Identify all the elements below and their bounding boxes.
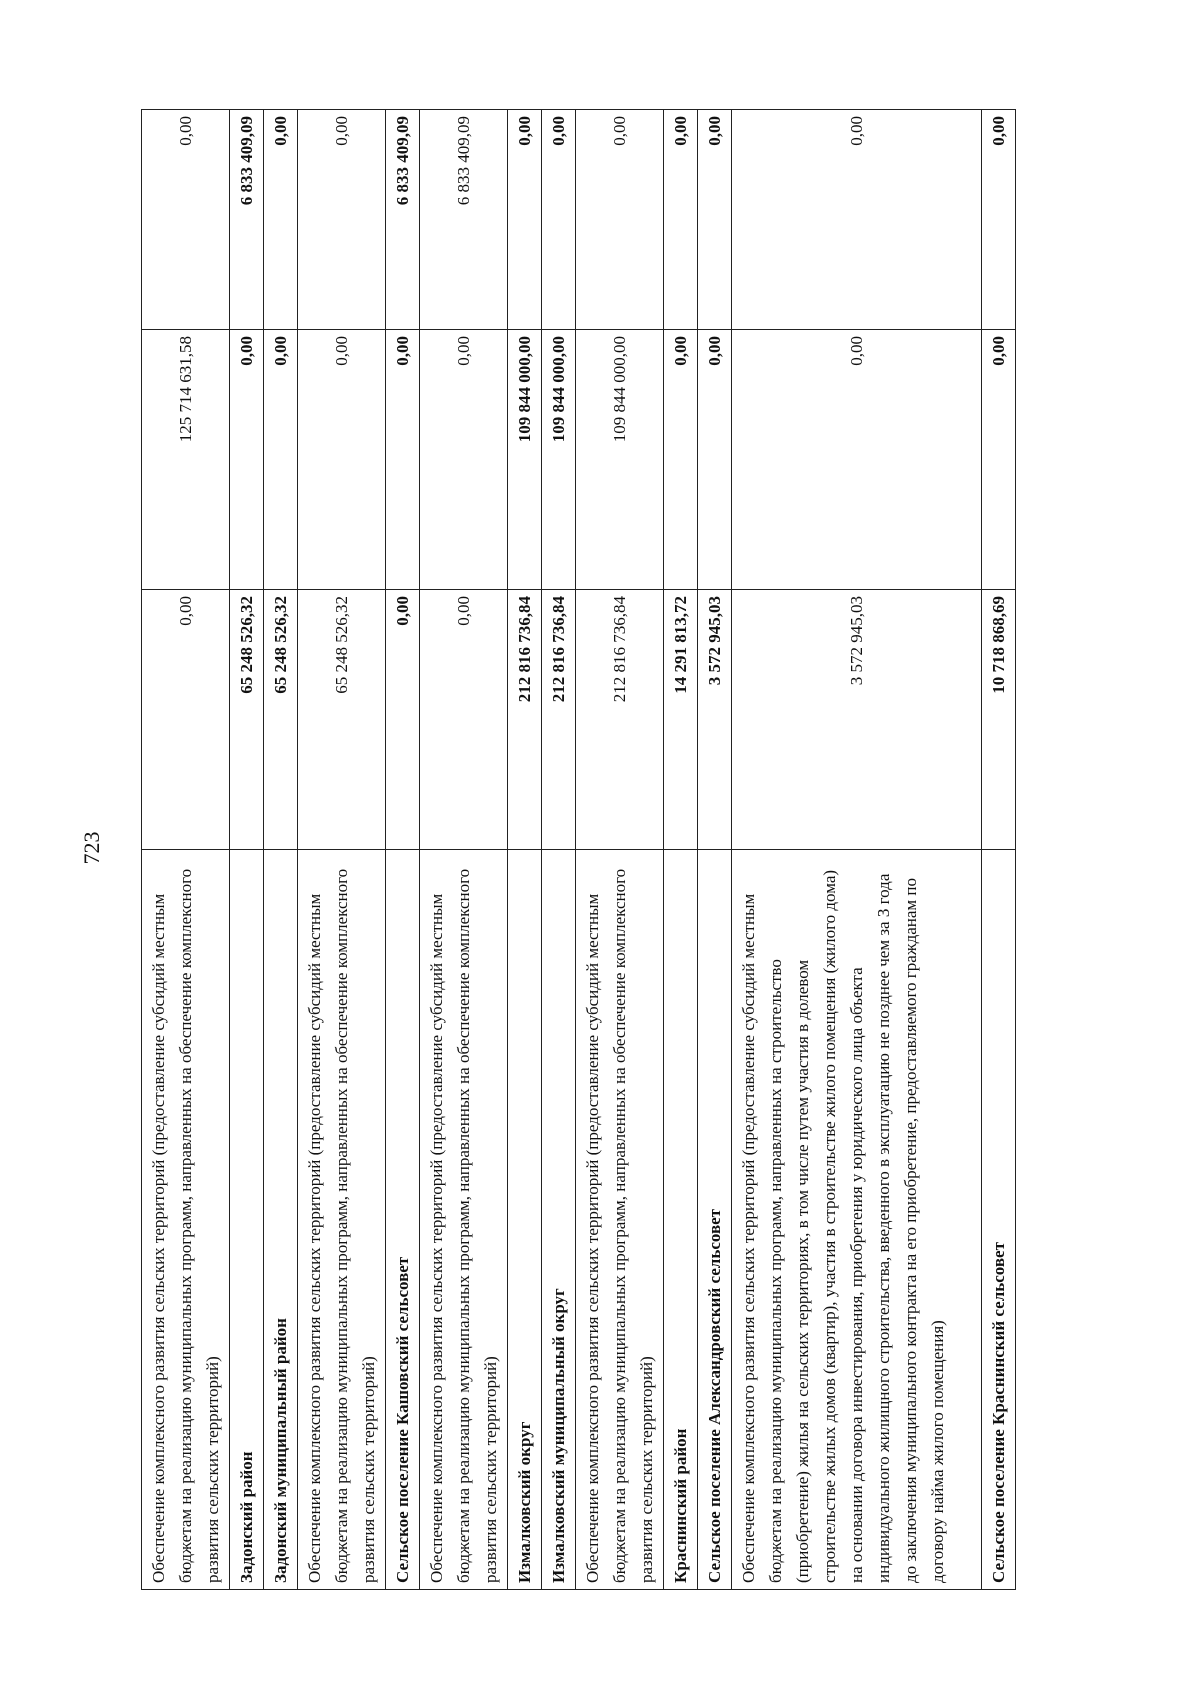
row-name: Обеспечение комплексного развития сельских территорий (предоставление субсидий местным бюджетам на реализацию муниципальных программ, направленных на обеспечение комплексного развития сельских территорий) xyxy=(576,850,664,1590)
row-name: Краснинский район xyxy=(664,850,698,1590)
row-value-3: 6 833 409,09 xyxy=(230,110,264,330)
table-row xyxy=(420,110,508,1590)
row-value-2: 109 844 000,00 xyxy=(542,330,576,590)
budget-table-frame xyxy=(141,110,1071,1590)
row-value-2: 0,00 xyxy=(298,330,386,590)
row-value-2: 125 714 631,58 xyxy=(142,330,230,590)
page-number: 723 xyxy=(79,831,104,865)
table-row xyxy=(142,110,230,1590)
row-name: Обеспечение комплексного развития сельских территорий (предоставление субсидий местным бюджетам на реализацию муниципальных программ, направленных на обеспечение комплексного развития сельских территорий) xyxy=(298,850,386,1590)
row-value-1: 65 248 526,32 xyxy=(230,590,264,850)
row-value-2: 0,00 xyxy=(420,330,508,590)
row-value-2: 109 844 000,00 xyxy=(576,330,664,590)
table-row xyxy=(698,110,732,1590)
budget-table xyxy=(141,109,1016,1590)
table-row xyxy=(230,110,264,1590)
row-value-1: 65 248 526,32 xyxy=(298,590,386,850)
row-value-1: 0,00 xyxy=(386,590,420,850)
row-name: Сельское поселение Кашовский сельсовет xyxy=(386,850,420,1590)
row-name: Обеспечение комплексного развития сельских территорий (предоставление субсидий местным бюджетам на реализацию муниципальных программ, направленных на обеспечение комплексного развития сельских территорий) xyxy=(420,850,508,1590)
row-name: Задонский муниципальный район xyxy=(264,850,298,1590)
row-value-2: 0,00 xyxy=(982,330,1016,590)
row-value-1: 0,00 xyxy=(420,590,508,850)
row-value-3: 0,00 xyxy=(298,110,386,330)
row-value-3: 0,00 xyxy=(508,110,542,330)
row-value-3: 0,00 xyxy=(264,110,298,330)
row-name: Задонский район xyxy=(230,850,264,1590)
row-value-3: 0,00 xyxy=(698,110,732,330)
row-value-1: 10 718 868,69 xyxy=(982,590,1016,850)
table-row xyxy=(386,110,420,1590)
table-row xyxy=(298,110,386,1590)
table-row xyxy=(982,110,1016,1590)
table-row xyxy=(576,110,664,1590)
row-name: Измалковский муниципальный округ xyxy=(542,850,576,1590)
row-value-2: 0,00 xyxy=(664,330,698,590)
row-value-2: 0,00 xyxy=(230,330,264,590)
row-value-1: 0,00 xyxy=(142,590,230,850)
row-value-2: 0,00 xyxy=(698,330,732,590)
row-value-2: 0,00 xyxy=(264,330,298,590)
row-value-3: 6 833 409,09 xyxy=(420,110,508,330)
table-row xyxy=(664,110,698,1590)
row-value-2: 109 844 000,00 xyxy=(508,330,542,590)
row-value-3: 0,00 xyxy=(542,110,576,330)
row-value-1: 65 248 526,32 xyxy=(264,590,298,850)
row-name: Измалковский округ xyxy=(508,850,542,1590)
row-value-3: 0,00 xyxy=(576,110,664,330)
row-value-3: 0,00 xyxy=(982,110,1016,330)
row-value-3: 0,00 xyxy=(664,110,698,330)
table-row xyxy=(732,110,982,1590)
row-value-1: 212 816 736,84 xyxy=(576,590,664,850)
row-name: Сельское поселение Александровский сельсовет xyxy=(698,850,732,1590)
row-value-1: 212 816 736,84 xyxy=(542,590,576,850)
row-name: Обеспечение комплексного развития сельских территорий (предоставление субсидий местным бюджетам на реализацию муниципальных программ, направленных на строительство (приобретение) жилья на сельских территориях, в том числе путем участия в долевом строительстве жилых домов (квартир), участия в строительстве жилого помещения (жилого дома) на основании договора инвестирования, приобретения у юридического лица объекта индивидуального жилищного строительства, введенного в эксплуатацию не позднее чем за 3 года до заключения муниципального контракта на его приобретение, предоставляемого гражданам по договору найма жилого помещения) xyxy=(732,850,982,1590)
row-name: Обеспечение комплексного развития сельских территорий (предоставление субсидий местным бюджетам на реализацию муниципальных программ, направленных на обеспечение комплексного развития сельских территорий) xyxy=(142,850,230,1590)
budget-table-rotated xyxy=(141,110,1071,1590)
row-value-1: 14 291 813,72 xyxy=(664,590,698,850)
row-value-2: 0,00 xyxy=(732,330,982,590)
table-row xyxy=(542,110,576,1590)
table-row xyxy=(264,110,298,1590)
row-value-3: 6 833 409,09 xyxy=(386,110,420,330)
row-value-2: 0,00 xyxy=(386,330,420,590)
row-value-3: 0,00 xyxy=(732,110,982,330)
row-name: Сельское поселение Краснинский сельсовет xyxy=(982,850,1016,1590)
row-value-1: 3 572 945,03 xyxy=(698,590,732,850)
row-value-1: 3 572 945,03 xyxy=(732,590,982,850)
table-row xyxy=(508,110,542,1590)
row-value-1: 212 816 736,84 xyxy=(508,590,542,850)
row-value-3: 0,00 xyxy=(142,110,230,330)
